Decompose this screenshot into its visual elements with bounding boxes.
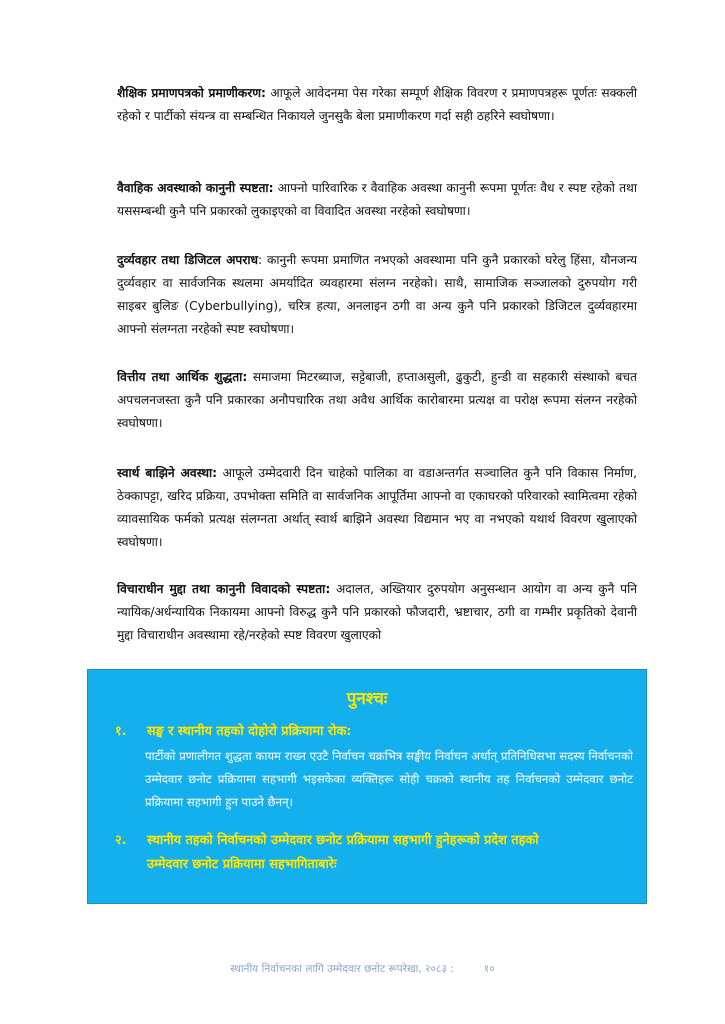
paragraph-education-certificate — [117, 82, 637, 128]
paragraph-body: समाजमा मिटरब्याज, सट्टेबाजी, हप्ताअसुली, ढुकुटी, हुन्डी वा सहकारी संस्थाको बचत अपचलनजस्ता कुनै पनि प्रकारका अनौपचारिक तथा अवैध आर्थिक कारोबारमा प्रत्यक्ष वा परोक्ष रूपमा संलग्न नरहेको स्वघोषणा। — [117, 370, 637, 430]
note-box-title: पुनश्चः — [346, 689, 388, 709]
paragraph-marital-status — [117, 177, 637, 223]
paragraph-heading: विचाराधीन मुद्दा तथा कानुनी विवादको स्पष्टता: — [117, 582, 331, 596]
paragraph-heading: वित्तीय तथा आर्थिक शुद्धता: — [117, 370, 248, 384]
paragraph-pending-cases — [117, 578, 637, 647]
paragraph-body: आफूले उम्मेदवारी दिन चाहेको पालिका वा वडाअन्तर्गत सञ्चालित कुनै पनि विकास निर्माण, ठेक्कापट्टा, खरिद प्रक्रिया, उपभोक्ता समिति वा सार्वजनिक आपूर्तिमा आफ्नो वा एकाघरको परिवारको स्वामित्वमा रहेको व्यावसायिक फर्मको प्रत्यक्ष संलग्नता अर्थात् स्वार्थ बाझिने अवस्था विद्यमान भए वा नभएको यथार्थ विवरण खुलाएको स्वघोषणा। — [117, 466, 637, 549]
page-footer — [0, 962, 725, 976]
note-item-heading-line2: उम्मेदवार छनोट प्रक्रियामा सहभागिताबारेः — [147, 857, 337, 872]
paragraph-body: आफ्नो पारिवारिक र वैवाहिक अवस्था कानुनी रूपमा पूर्णतः वैध र स्पष्ट रहेको तथा यससम्बन्धी कुनै पनि प्रकारको लुकाइएको वा विवादित अवस्था नरहेको स्वघोषणा। — [117, 181, 637, 218]
page-number: १० — [483, 963, 495, 975]
note-item-heading-line1: स्थानीय तहको निर्वाचनको उम्मेदवार छनोट प्रक्रियामा सहभागी हुनेहरूको प्रदेश तहको — [147, 833, 539, 848]
paragraph-conflict-of-interest — [117, 462, 637, 554]
footer-text: स्थानीय निर्वाचनका लागि उम्मेदवार छनोट रूपरेखा, २०८३ : — [230, 963, 454, 975]
paragraph-body: आफूले आवेदनमा पेस गरेका सम्पूर्ण शैक्षिक विवरण र प्रमाणपत्रहरू पूर्णतः सक्कली रहेको र पार्टीको संयन्त्र वा सम्बन्धित निकायले जुनसुकै बेला प्रमाणीकरण गर्दा सही ठहरिने स्वघोषणा। — [117, 86, 637, 123]
note-item-1-heading — [115, 720, 635, 744]
note-item-heading-text: सङ्घ र स्थानीय तहको दोहोरो प्रक्रियामा रोक: — [147, 724, 352, 739]
paragraph-heading: शैक्षिक प्रमाणपत्रको प्रमाणीकरण: — [117, 86, 266, 100]
note-item-2-heading — [115, 829, 645, 877]
paragraph-misconduct-digital-crime — [117, 249, 637, 341]
note-item-number: २. — [115, 833, 127, 848]
paragraph-heading: दुर्व्यवहार तथा डिजिटल अपराध — [117, 253, 258, 267]
paragraph-heading: स्वार्थ बाझिने अवस्था: — [117, 466, 218, 480]
note-item-number: १. — [115, 724, 127, 739]
paragraph-body: : कानुनी रूपमा प्रमाणित नभएको अवस्थामा पनि कुनै प्रकारको घरेलु हिंसा, यौनजन्य दुर्व्यवहार वा सार्वजनिक स्थलमा अमर्यादित व्यवहारमा संलग्न नरहेको। साथै, सामाजिक सञ्जालको दुरुपयोग गरी साइबर बुलिङ (Cyberbullying), चरित्र हत्या, अनलाइन ठगी वा अन्य कुनै पनि प्रकारको डिजिटल दुर्व्यवहारमा आफ्नो संलग्नता नरहेको स्पष्ट स्वघोषणा। — [117, 253, 638, 336]
paragraph-body: अदालत, अख्तियार दुरुपयोग अनुसन्धान आयोग वा अन्य कुनै पनि न्यायिक/अर्धन्यायिक निकायमा आफ्नो विरुद्ध कुनै पनि प्रकारको फौजदारी, भ्रष्टाचार, ठगी वा गम्भीर प्रकृतिको देवानी मुद्दा विचाराधीन अवस्थामा रहे/नरहेको स्पष्ट विवरण खुलाएको — [117, 582, 637, 642]
paragraph-financial-integrity — [117, 366, 637, 435]
note-item-1-body: पार्टीको प्रणालीगत शुद्धता कायम राख्न एउटै निर्वाचन चक्रभित्र सङ्घीय निर्वाचन अर्थात् प्रतिनिधिसभा सदस्य निर्वाचनको उम्मेदवार छनोट प्रक्रियामा सहभागी भइसकेका व्यक्तिहरू सोही चक्रको स्थानीय तह निर्वाचनको उम्मेदवार छनोट प्रक्रियामा सहभागी हुन पाउने छैनन्। — [145, 749, 633, 809]
paragraph-heading: वैवाहिक अवस्थाको कानुनी स्पष्टता: — [117, 181, 274, 195]
